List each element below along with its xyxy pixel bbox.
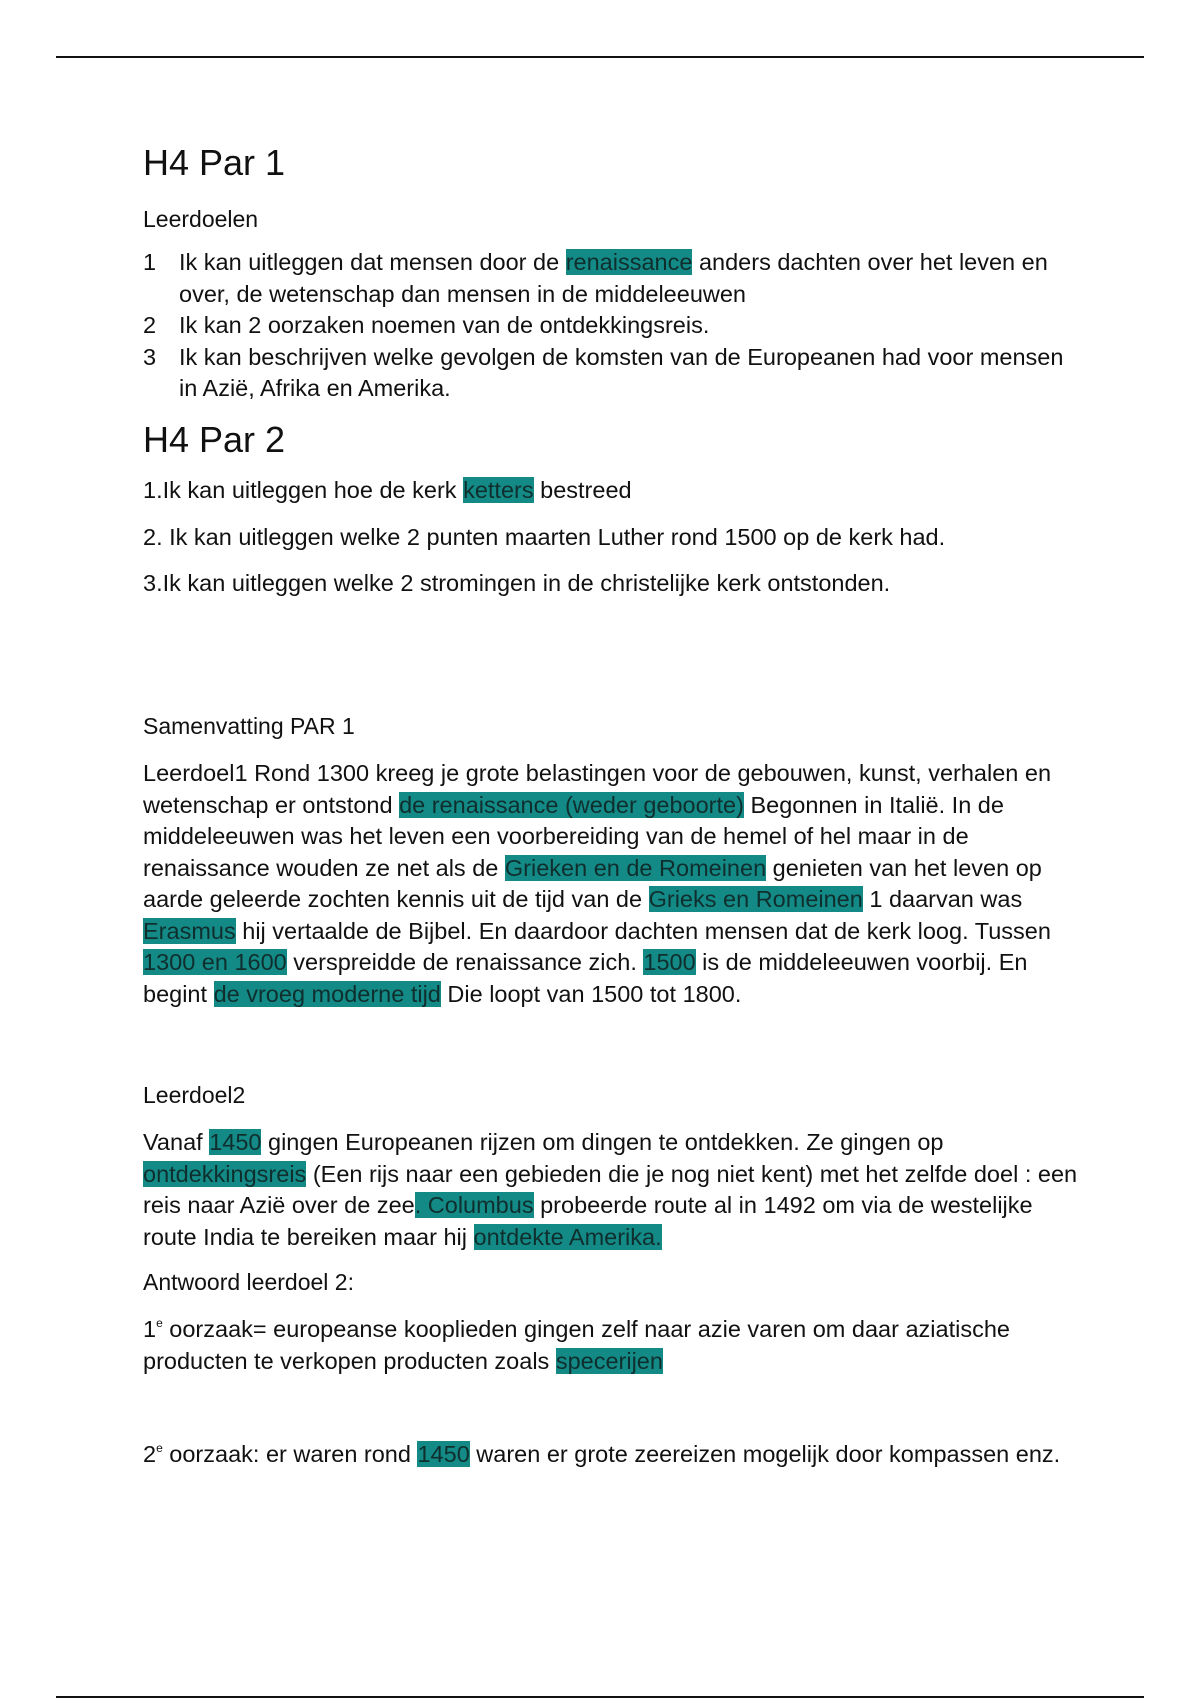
highlight: ontdekte Amerika. — [473, 1223, 662, 1250]
highlight: specerijen — [555, 1347, 663, 1374]
top-rule — [56, 56, 1144, 58]
summary-paragraph-2: Vanaf 1450 gingen Europeanen rijzen om dingen te ontdekken. Ze gingen op ontdekkingsreis (Een rijs naar een gebieden die je nog niet kent) met het zelfde doel : een reis naar Azië over de zee. Columbus probeerde route al in 1492 om via de westelijke route India te bereiken maar hij ontdekte Amerika. — [143, 1129, 1078, 1250]
list-item: 1 Ik kan uitleggen dat mensen door de renaissance anders dachten over het leven en over, de wetenschap dan mensen in de middeleeuwen — [143, 249, 1048, 307]
summary-paragraph-1: Leerdoel1 Rond 1300 kreeg je grote belastingen voor de gebouwen, kunst, verhalen en wetenschap er ontstond de renaissance (weder geboorte) Begonnen in Italië. In de middeleeuwen was het leven een voorbereiding van de hemel of hel maar in de renaissance wouden ze net als de Grieken en de Romeinen genieten van het leven op aarde geleerde zochten kennis uit de tijd van de Grieks en Romeinen 1 daarvan was Erasmus hij vertaalde de Bijbel. En daardoor dachten mensen dat de kerk loog. Tussen 1300 en 1600 verspreidde de renaissance zich. 1500 is de middeleeuwen voorbij. En begint de vroeg moderne tijd Die loopt van 1500 tot 1800. — [143, 760, 1052, 1007]
highlight: Erasmus — [143, 917, 236, 944]
highlight: ketters — [463, 476, 534, 503]
bottom-rule — [56, 1696, 1144, 1698]
oorzaak-2: 2e oorzaak: er waren rond 1450 waren er grote zeereizen mogelijk door kompassen enz. — [143, 1441, 1061, 1467]
highlight: renaissance — [565, 249, 693, 275]
highlight: 1500 — [643, 949, 696, 975]
highlight: de vroeg moderne tijd — [213, 980, 441, 1007]
highlight: 1450 — [209, 1129, 262, 1155]
highlight: 1450 — [417, 1441, 470, 1467]
highlight: 1300 en 1600 — [143, 949, 287, 975]
par2-goal-2: 2. Ik kan uitleggen welke 2 punten maarten Luther rond 1500 op de kerk had. — [143, 524, 946, 550]
list-item: 3 Ik kan beschrijven welke gevolgen de komsten van de Europeanen had voor mensen in Azië, Afrika en Amerika. — [143, 343, 1064, 401]
list-item: 2 Ik kan 2 oorzaken noemen van de ontdekkingsreis. — [143, 312, 710, 338]
par1-goals-list — [143, 247, 1083, 405]
highlight: . Columbus — [414, 1192, 534, 1218]
highlight: Grieks en Romeinen — [648, 886, 863, 912]
par1-title: H4 Par 1 — [143, 142, 286, 183]
par2-title: H4 Par 2 — [143, 418, 286, 460]
par1-subtitle: Leerdoelen — [143, 206, 259, 232]
summary-title: Samenvatting PAR 1 — [143, 713, 355, 739]
oorzaak-1: 1e oorzaak= europeanse kooplieden gingen zelf naar azie varen om daar aziatische producten te verkopen producten zoals specerijen — [143, 1316, 1010, 1374]
antwoord-title: Antwoord leerdoel 2: — [143, 1269, 354, 1295]
par2-goal-3: 3.Ik kan uitleggen welke 2 stromingen in de christelijke kerk ontstonden. — [143, 569, 891, 596]
highlight: de renaissance (weder geboorte) — [399, 791, 744, 818]
leerdoel2-title: Leerdoel2 — [143, 1082, 246, 1108]
document-body — [143, 140, 1083, 1471]
par2-goal-1: 1.Ik kan uitleggen hoe de kerk ketters bestreed — [143, 476, 632, 503]
highlight: Grieken en de Romeinen — [504, 854, 767, 881]
highlight: ontdekkingsreis — [143, 1160, 307, 1187]
